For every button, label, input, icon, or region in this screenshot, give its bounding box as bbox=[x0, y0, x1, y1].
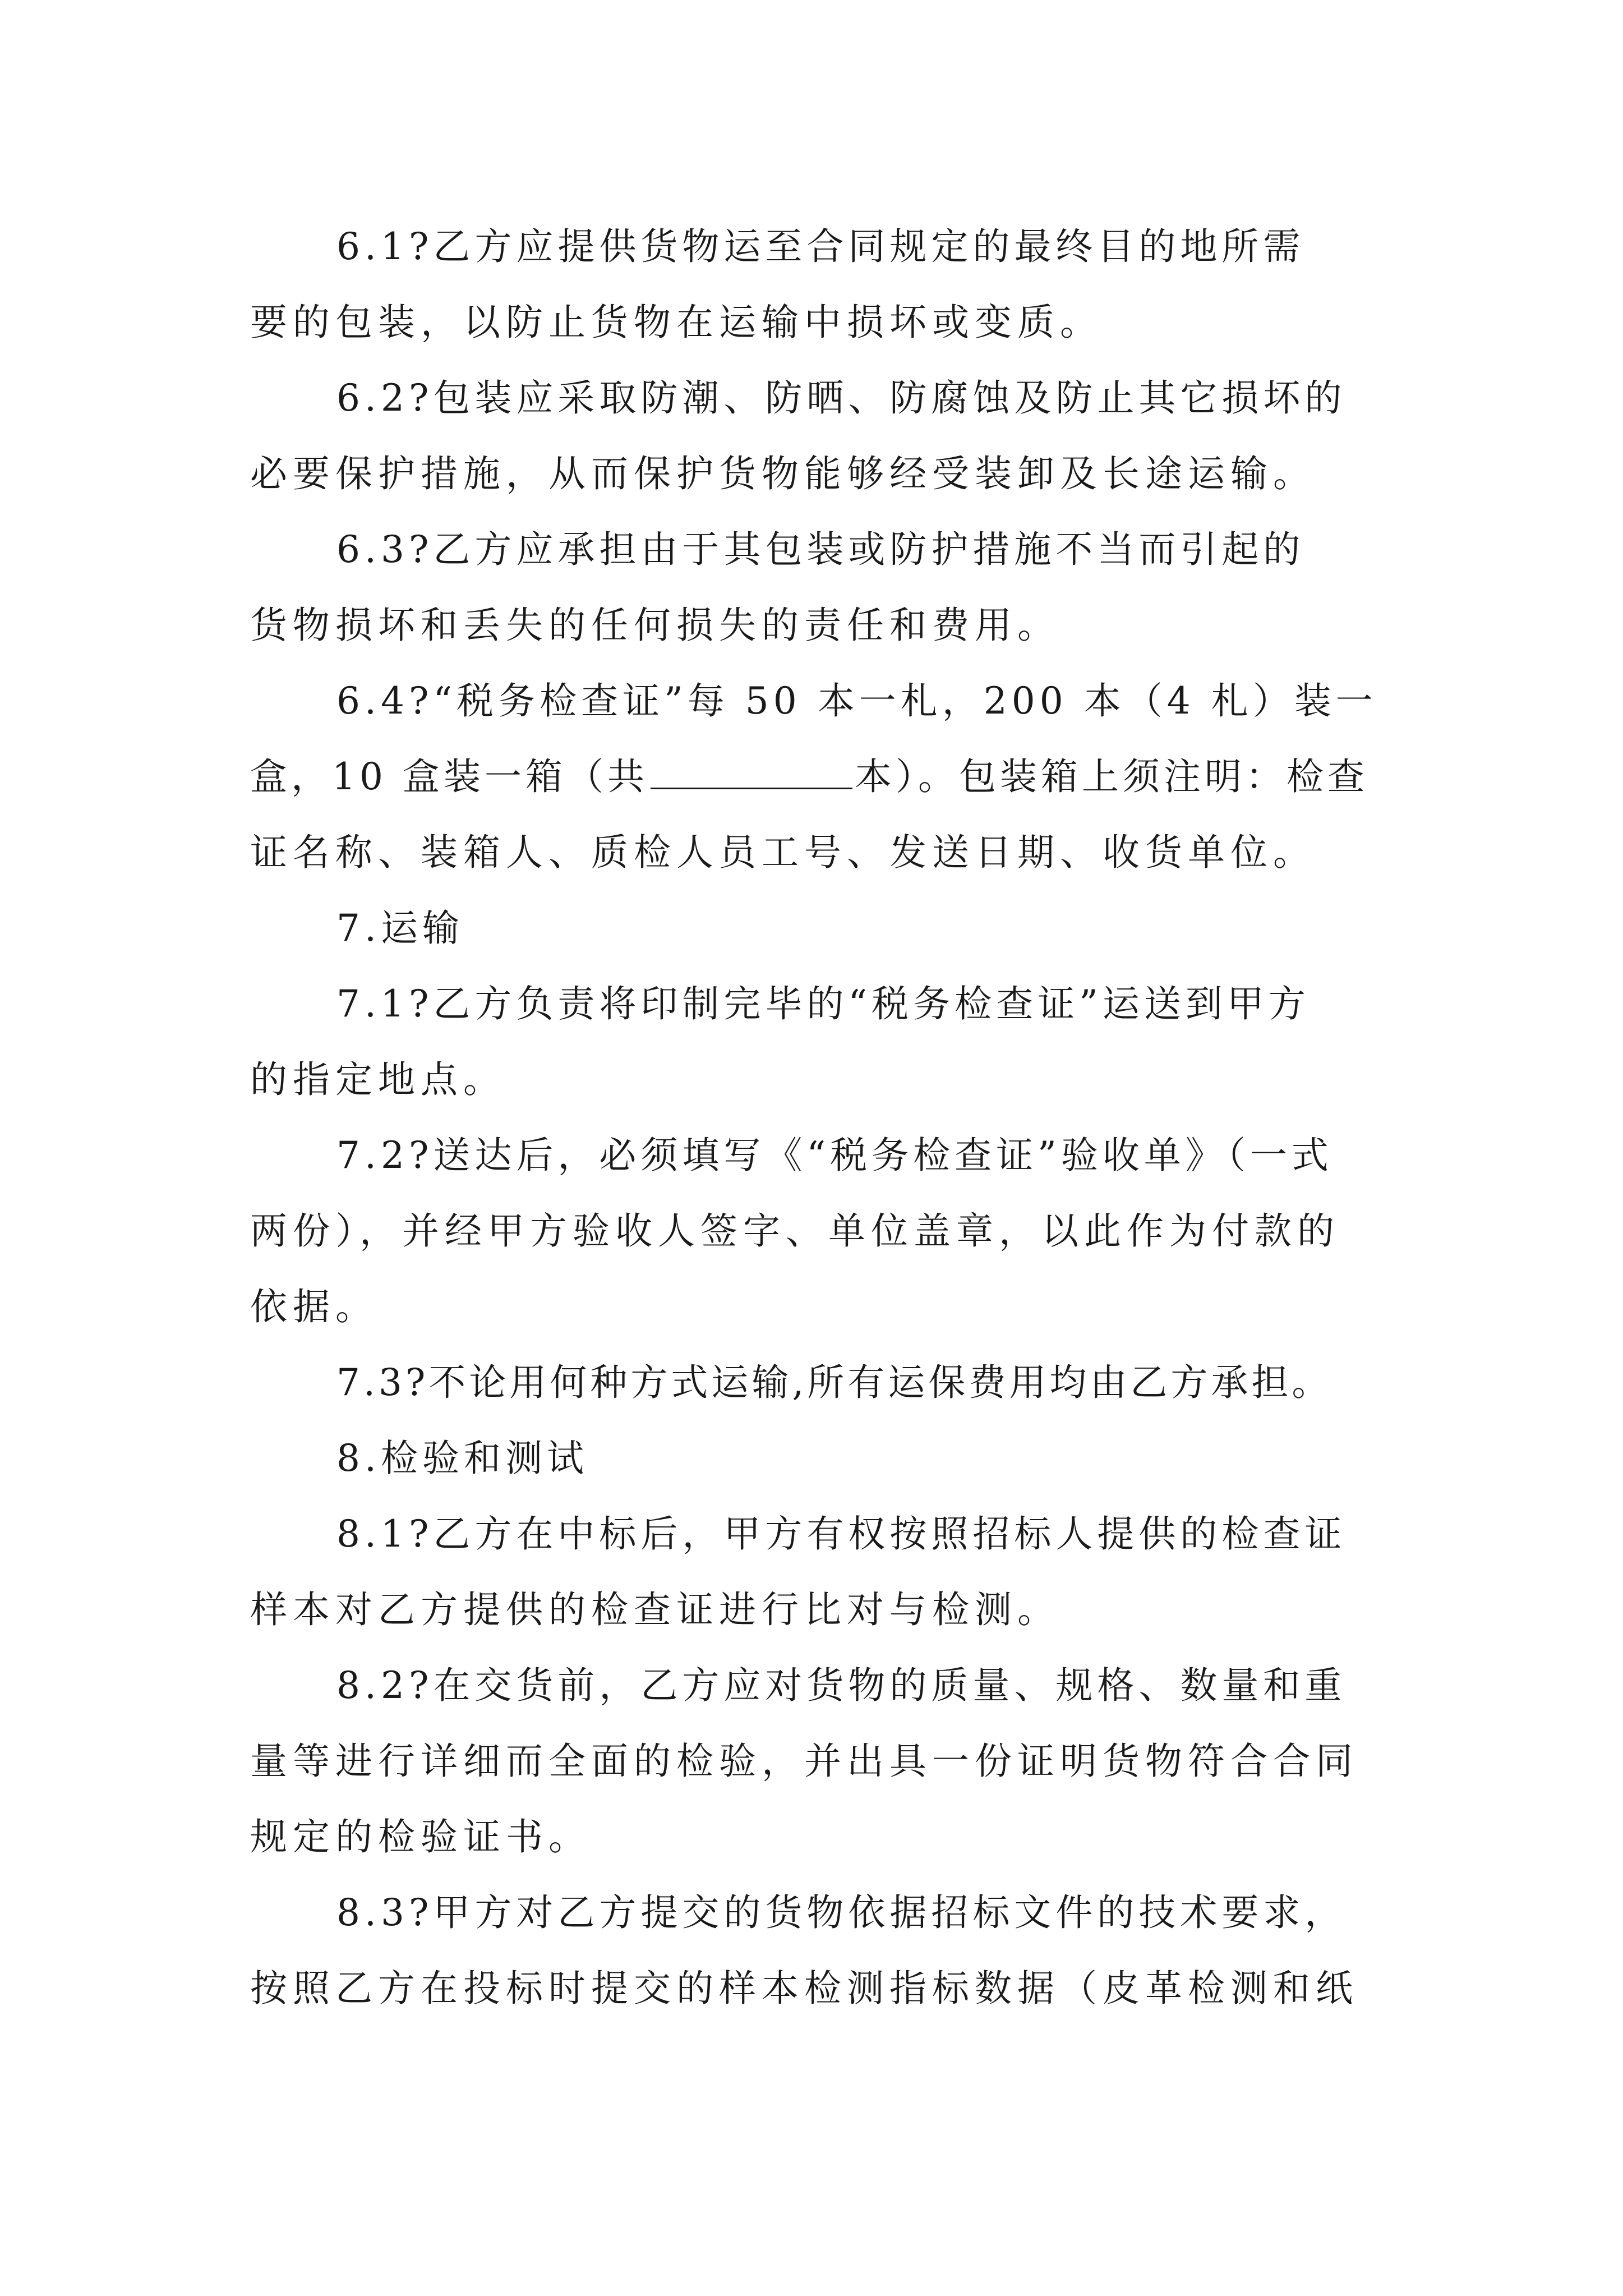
paragraph-8-2-line-3: 规定的检验证书。 bbox=[250, 1815, 591, 1858]
paragraph-6-4-line-3: 证名称、装箱人、质检人员工号、发送日期、收货单位。 bbox=[250, 831, 1316, 874]
paragraph-6-3-line-1: 6.3?乙方应承担由于其包装或防护措施不当而引起的 bbox=[336, 528, 1305, 571]
paragraph-6-4-line-2 bbox=[250, 752, 1368, 802]
paragraph-6-1-line-1: 6.1?乙方应提供货物运至合同规定的最终目的地所需 bbox=[336, 225, 1305, 268]
paragraph-6-2-line-2: 必要保护措施，从而保护货物能够经受装卸及长途运输。 bbox=[250, 452, 1316, 495]
paragraph-6-3-line-2: 货物损坏和丢失的任何损失的责任和费用。 bbox=[250, 604, 1060, 647]
paragraph-8-2-line-1: 8.2?在交货前，乙方应对货物的质量、规格、数量和重 bbox=[336, 1664, 1347, 1707]
paragraph-7-2-line-3: 依据。 bbox=[250, 1285, 378, 1328]
paragraph-7-2-line-2: 两份），并经甲方验收人签字、单位盖章，以此作为付款的 bbox=[250, 1209, 1340, 1253]
paragraph-6-4-line-1: 6.4?“税务检查证”每 50 本一札，200 本（4 札）装一 bbox=[336, 679, 1377, 723]
paragraph-6-2-line-1: 6.2?包装应采取防潮、防晒、防腐蚀及防止其它损坏的 bbox=[336, 376, 1347, 420]
paragraph-7-1-line-1: 7.1?乙方负责将印制完毕的“税务检查证”运送到甲方 bbox=[336, 982, 1310, 1025]
paragraph-7-2-line-1: 7.2?送达后，必须填写《“税务检查证”验收单》（一式 bbox=[336, 1134, 1333, 1177]
paragraph-8-3-line-1: 8.3?甲方对乙方提交的货物依据招标文件的技术要求， bbox=[336, 1891, 1347, 1934]
paragraph-8-2-line-2: 量等进行详细而全面的检验，并出具一份证明货物符合合同 bbox=[250, 1740, 1358, 1783]
quantity-blank bbox=[651, 754, 852, 789]
section-8-heading: 8.检验和测试 bbox=[336, 1437, 588, 1480]
paragraph-8-3-line-2: 按照乙方在投标时提交的样本检测指标数据（皮革检测和纸 bbox=[250, 1967, 1358, 2010]
paragraph-8-1-line-2: 样本对乙方提供的检查证进行比对与检测。 bbox=[250, 1588, 1060, 1631]
paragraph-6-4-line-2-start: 盒，10 盒装一箱（共 bbox=[250, 755, 648, 798]
paragraph-6-1-line-2: 要的包装，以防止货物在运输中损坏或变质。 bbox=[250, 301, 1103, 344]
paragraph-7-1-line-2: 的指定地点。 bbox=[250, 1058, 506, 1101]
paragraph-6-4-line-2-end: 本）。包装箱上须注明：检查 bbox=[854, 755, 1368, 798]
section-7-heading: 7.运输 bbox=[336, 907, 464, 950]
paragraph-8-1-line-1: 8.1?乙方在中标后，甲方有权按照招标人提供的检查证 bbox=[336, 1512, 1347, 1556]
paragraph-7-3-line-1: 7.3?不论用何种方式运输,所有运保费用均由乙方承担。 bbox=[336, 1361, 1332, 1404]
